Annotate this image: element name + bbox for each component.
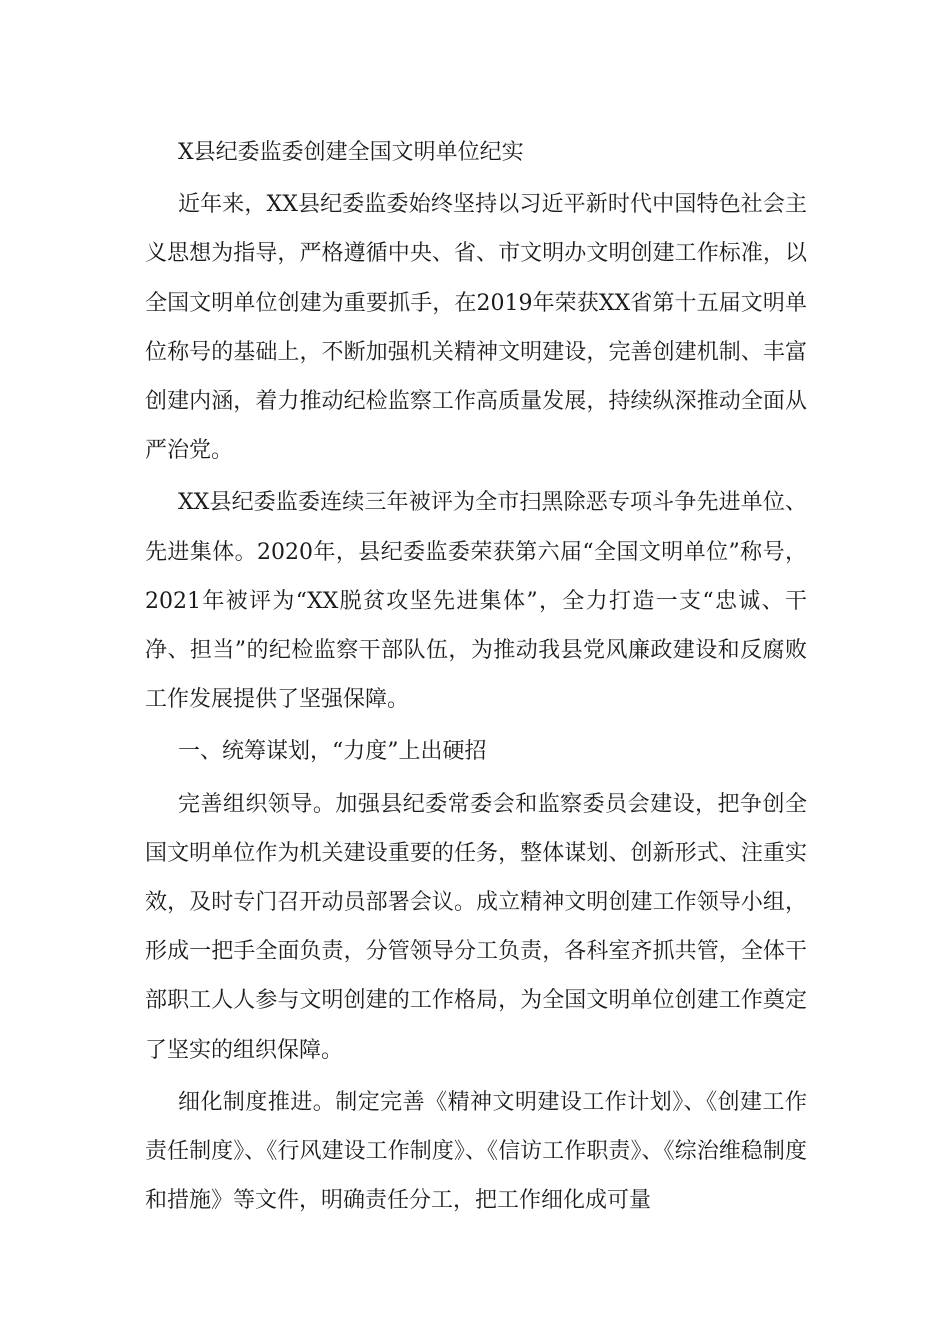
- intro-paragraph: 近年来，XX县纪委监委始终坚持以习近平新时代中国特色社会主义思想为指导，严格遵循中央、省、市文明办文明创建工作标准，以全国文明单位创建为重要抓手，在2019年荣获XX省第十五届文明单位称号的基础上，不断加强机关精神文明建设，完善创建机制、丰富创建内涵，着力推动纪检监察工作高质量发展，持续纵深推动全面从严治党。: [145, 192, 807, 464]
- system-paragraph: 细化制度推进。制定完善《精神文明建设工作计划》、《创建工作责任制度》、《行风建设工作制度》、《信访工作职责》、《综治维稳制度和措施》等文件，明确责任分工，把工作细化成可量: [145, 1089, 807, 1214]
- honors-paragraph: XX县纪委监委连续三年被评为全市扫黑除恶专项斗争先进单位、先进集体。2020年，县纪委监委荣获第六届“全国文明单位”称号，2021年被评为“XX脱贫攻坚先进集体”，全力打造一支“忠诚、干净、担当”的纪检监察干部队伍，为推动我县党风廉政建设和反腐败工作发展提供了坚强保障。: [145, 490, 807, 713]
- document-body: [145, 128, 807, 1225]
- organization-paragraph: 完善组织领导。加强县纪委常委会和监察委员会建设，把争创全国文明单位作为机关建设重要的任务，整体谋划、创新形式、注重实效，及时专门召开动员部署会议。成立精神文明创建工作领导小组，形成一把手全面负责，分管领导分工负责，各科室齐抓共管，全体干部职工人人参与文明创建的工作格局，为全国文明单位创建工作奠定了坚实的组织保障。: [145, 791, 807, 1063]
- document-title: X县纪委监委创建全国文明单位纪实: [178, 140, 524, 165]
- section-1-heading: 一、统筹谋划，“力度”上出硬招: [178, 739, 487, 765]
